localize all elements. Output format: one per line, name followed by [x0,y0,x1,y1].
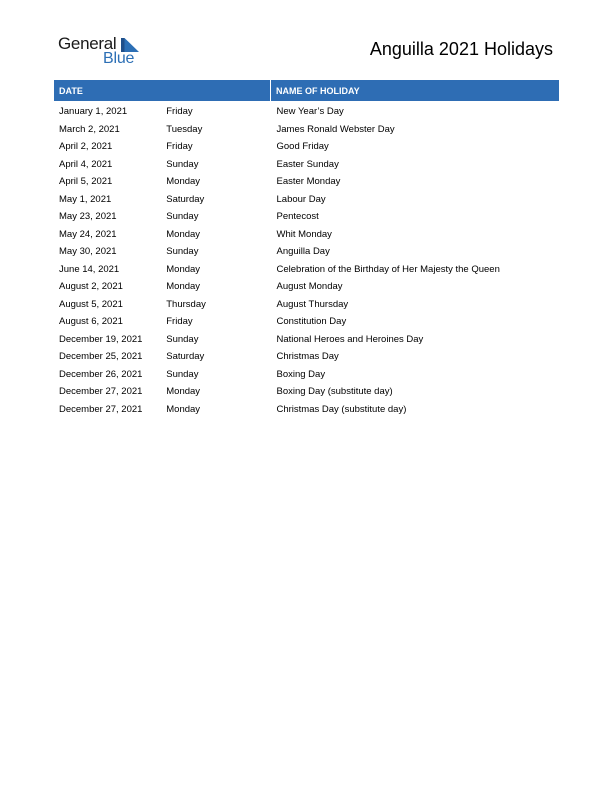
table-row [54,296,559,314]
table-row [54,138,559,156]
holiday-date: December 27, 2021 [59,403,143,415]
holiday-date: May 24, 2021 [59,228,117,240]
table-row [54,278,559,296]
table-row [54,173,559,191]
holiday-name: Anguilla Day [276,246,330,258]
table-row [54,101,559,121]
holiday-name: New Year’s Day [276,106,344,118]
holiday-weekday: Saturday [166,193,205,205]
holiday-weekday: Friday [166,316,193,328]
holiday-weekday: Sunday [166,246,199,258]
holiday-name: August Thursday [276,298,349,310]
holiday-weekday: Thursday [166,298,206,310]
holiday-weekday: Saturday [166,351,205,363]
holiday-name: Labour Day [276,193,326,205]
holiday-date: May 30, 2021 [59,246,117,258]
table-row [54,156,559,174]
holiday-weekday: Friday [166,106,193,118]
holiday-date: April 4, 2021 [59,158,113,170]
holiday-date: December 26, 2021 [59,368,143,380]
table-row [54,348,559,366]
holiday-name: Easter Sunday [276,158,339,170]
holiday-date: June 14, 2021 [59,263,120,275]
holiday-weekday: Tuesday [166,123,203,135]
holiday-name: Easter Monday [276,176,341,188]
table-row [54,331,559,349]
holiday-name: Celebration of the Birthday of Her Majesty the Queen [276,263,500,275]
holiday-name: Pentecost [276,211,319,223]
holiday-date: December 25, 2021 [59,351,143,363]
holiday-date: May 23, 2021 [59,211,117,223]
holiday-date: August 6, 2021 [59,316,123,328]
column-header-holiday-name: NAME OF HOLIDAY [271,80,560,101]
holidays-table [54,80,559,418]
table-row [54,401,559,419]
holiday-weekday: Sunday [166,333,199,345]
table-row [54,383,559,401]
holiday-weekday: Friday [166,141,193,153]
holiday-weekday: Sunday [166,158,199,170]
holiday-date: December 19, 2021 [59,333,143,345]
holiday-weekday: Monday [166,403,201,415]
holiday-weekday: Monday [166,176,201,188]
holiday-weekday: Monday [166,263,201,275]
table-row [54,191,559,209]
holiday-date: January 1, 2021 [59,106,128,118]
logo-text-general: General [58,34,117,53]
holiday-weekday: Sunday [166,368,199,380]
holiday-date: December 27, 2021 [59,386,143,398]
holiday-name: Boxing Day [276,368,326,380]
holiday-date: May 1, 2021 [59,193,112,205]
table-body [54,101,559,418]
holiday-name: Whit Monday [276,228,332,240]
holiday-name: National Heroes and Heroines Day [276,333,424,345]
holiday-date: August 5, 2021 [59,298,123,310]
holiday-weekday: Sunday [166,211,199,223]
holiday-date: March 2, 2021 [59,123,120,135]
holiday-name: August Monday [276,281,343,293]
table-row [54,243,559,261]
holiday-weekday: Monday [166,386,201,398]
holiday-name: Christmas Day (substitute day) [276,403,407,415]
logo-text-blue: Blue [103,50,135,67]
table-row [54,208,559,226]
holiday-name: Constitution Day [276,316,347,328]
holiday-weekday: Monday [166,281,201,293]
holiday-weekday: Monday [166,228,201,240]
table-header-row [54,80,559,101]
holiday-date: August 2, 2021 [59,281,123,293]
holiday-name: James Ronald Webster Day [276,123,395,135]
holiday-date: April 2, 2021 [59,141,113,153]
column-header-date: DATE [54,80,271,101]
table-row [54,366,559,384]
table-row [54,226,559,244]
table-row [54,121,559,139]
holiday-date: April 5, 2021 [59,176,113,188]
table-row [54,313,559,331]
holiday-name: Boxing Day (substitute day) [276,386,393,398]
table-row [54,261,559,279]
holiday-name: Good Friday [276,141,329,153]
holiday-name: Christmas Day [276,351,339,363]
document-title: Anguilla 2021 Holidays [369,39,553,59]
brand-logo [58,34,158,68]
